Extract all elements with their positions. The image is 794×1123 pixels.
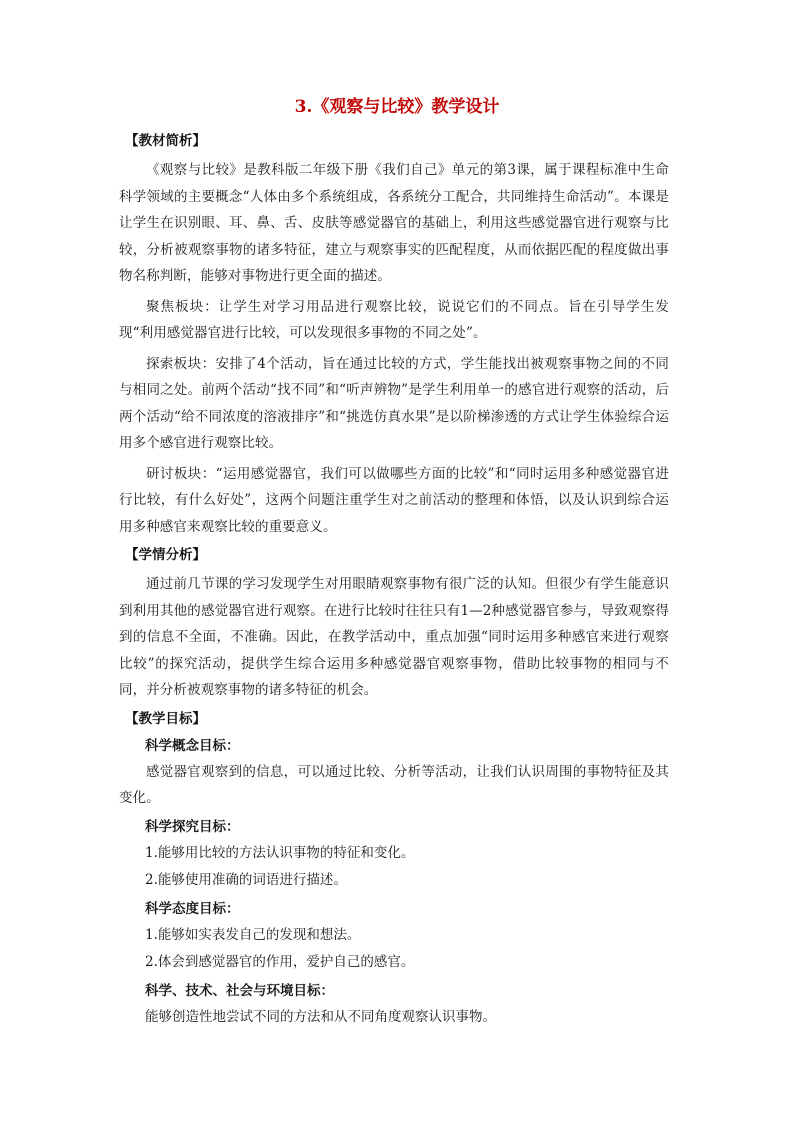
section-heading: 【教学目标】	[125, 710, 206, 727]
goal-label-attitude: 科学态度目标：	[145, 900, 240, 917]
goal-text-sts: 能够创造性地尝试不同的方法和从不同角度观察认识事物。	[145, 1008, 496, 1025]
section-heading: 【教材简析】	[125, 133, 206, 149]
paragraph: 探索板块：安排了4个活动，旨在通过比较的方式，学生能找出被观察事物之间的不同与相同之处。前两个活动“找不同”和“听声辨物”是学生利用单一的感官进行观察的活动，后两个活动“给不同浓度的溶液排序”和“挑选仿真水果”是以阶梯渗透的方式让学生体验综合运用多个感官进行观察比较。	[119, 355, 669, 451]
goal-item: 2.能够使用准确的词语进行描述。	[145, 871, 347, 888]
paragraph: 研讨板块：“运用感觉器官，我们可以做哪些方面的比较”和“同时运用多种感觉器官进行比较，有什么好处”，这两个问题注重学生对之前活动的整理和体悟，以及认识到综合运用多种感官来观察比较的重要意义。	[119, 465, 669, 535]
section-learner-analysis	[119, 544, 669, 704]
goal-item: 1.能够如实表发自己的发现和想法。	[145, 926, 361, 943]
document-title: 3.《观察与比较》教学设计	[294, 97, 500, 117]
paragraph: 通过前几节课的学习发现学生对用眼睛观察事物有很广泛的认知。但很少有学生能意识到利用其他的感觉器官进行观察。在进行比较时往往只有1—2种感觉器官参与，导致观察得到的信息不全面，不准确。因此，在教学活动中，重点加强“同时运用多种感官来进行观察比较”的探究活动，提供学生综合运用多种感觉器官观察事物，借助比较事物的相同与不同，并分析被观察事物的诸多特征的机会。	[119, 576, 669, 698]
goal-label-concept: 科学概念目标：	[145, 737, 240, 754]
section-textbook-analysis	[119, 130, 669, 540]
section-teaching-goals	[119, 708, 669, 1031]
goal-item: 1.能够用比较的方法认识事物的特征和变化。	[145, 844, 415, 861]
document-body	[119, 130, 669, 1031]
section-heading: 【学情分析】	[125, 547, 206, 563]
paragraph: 聚焦板块：让学生对学习用品进行观察比较，说说它们的不同点。旨在引导学生发现“利用感觉器官进行比较，可以发现很多事物的不同之处”。	[119, 298, 669, 341]
goal-label-sts: 科学、技术、社会与环境目标：	[145, 982, 334, 999]
goal-item: 2.体会到感觉器官的作用，爱护自己的感官。	[145, 953, 415, 970]
goal-text-concept: 感觉器官观察到的信息，可以通过比较、分析等活动，让我们认识周围的事物特征及其变化。	[119, 763, 669, 806]
goal-label-inquiry: 科学探究目标：	[145, 818, 240, 835]
paragraph: 《观察与比较》是教科版二年级下册《我们自己》单元的第3课，属于课程标准中生命科学领域的主要概念“人体由多个系统组成，各系统分工配合，共同维持生命活动”。本课是让学生在识别眼、耳、鼻、舌、皮肤等感觉器官的基础上，利用这些感觉器官进行观察与比较，分析被观察事物的诸多特征，建立与观察事实的匹配程度，从而依据匹配的程度做出事物名称判断，能够对事物进行更全面的描述。	[119, 162, 669, 284]
